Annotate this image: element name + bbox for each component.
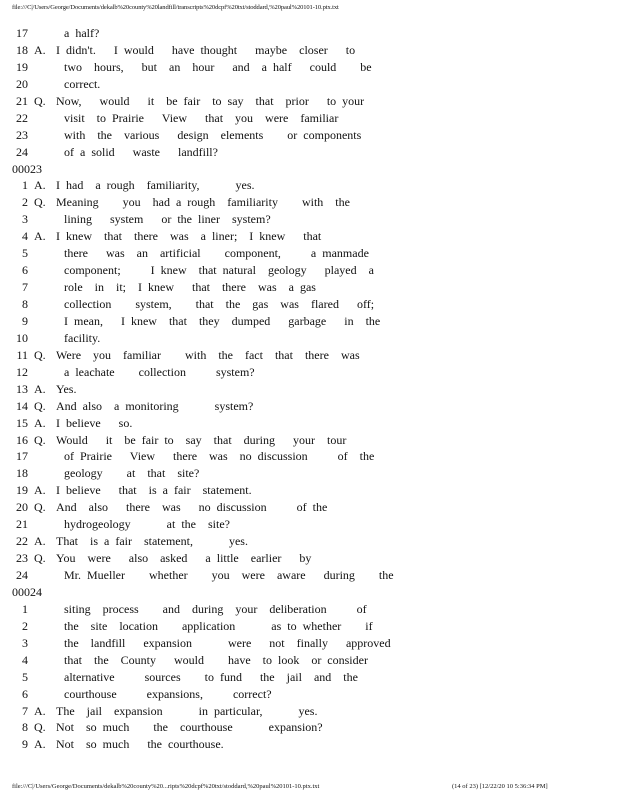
line-text: The jail expansion in particular, yes.	[56, 703, 318, 718]
line-text: the landfill expansion were not finally approved	[64, 635, 391, 650]
speaker-marker: A.	[34, 229, 46, 244]
line-text: I believe so.	[56, 415, 133, 430]
line-number: 4	[22, 229, 28, 244]
transcript-line	[12, 415, 612, 432]
line-number: 19	[16, 483, 28, 498]
line-number: 23	[16, 127, 28, 142]
line-text: I believe that is a fair statement.	[56, 483, 252, 498]
speaker-marker: Q.	[34, 720, 46, 735]
line-text: Not so much the courthouse.	[56, 737, 224, 752]
transcript-body	[12, 25, 612, 753]
line-number: 20	[16, 500, 28, 515]
line-number: 18	[16, 466, 28, 481]
line-text: Yes.	[56, 381, 77, 396]
line-text: I mean, I knew that they dumped garbage in the	[64, 313, 381, 328]
line-number: 17	[16, 449, 28, 464]
line-number: 14	[16, 398, 28, 413]
transcript-line	[12, 669, 612, 686]
transcript-line	[12, 736, 612, 753]
line-number: 22	[16, 534, 28, 549]
speaker-marker: A.	[34, 178, 46, 193]
line-number: 6	[22, 263, 28, 278]
line-number: 7	[22, 280, 28, 295]
line-text: collection system, that the gas was flared off;	[64, 297, 375, 311]
speaker-marker: Q.	[34, 500, 46, 515]
transcript-line	[12, 127, 612, 144]
line-text: a leachate collection system?	[64, 364, 255, 379]
transcript-line	[12, 194, 612, 211]
line-text: Would it be fair to say that during your tour	[56, 432, 347, 447]
transcript-line	[12, 465, 612, 482]
transcript-line	[12, 516, 612, 533]
line-number: 21	[16, 93, 28, 108]
page-number: 00024	[12, 584, 42, 599]
speaker-marker: A.	[34, 703, 46, 718]
line-text: of Prairie View there was no discussion of the	[64, 449, 375, 464]
speaker-marker: A.	[34, 42, 46, 57]
transcript-line	[12, 59, 612, 76]
footer-page-info: (14 of 23) [12/22/20 10 5:36:34 PM]	[452, 783, 548, 790]
line-number: 10	[16, 330, 28, 345]
transcript-line	[12, 567, 612, 584]
transcript-line	[12, 313, 612, 330]
transcript-line	[12, 432, 612, 449]
line-text: Meaning you had a rough familiarity with the	[56, 195, 350, 210]
speaker-marker: A.	[34, 534, 46, 549]
line-text: of a solid waste landfill?	[64, 144, 218, 159]
speaker-marker: Q.	[34, 551, 46, 566]
line-number: 3	[22, 635, 28, 650]
transcript-line	[12, 330, 612, 347]
line-number: 13	[16, 381, 28, 396]
line-text: And also there was no discussion of the	[56, 500, 328, 515]
line-text: siting process and during your deliberation of	[64, 601, 367, 616]
page-number-marker	[12, 161, 612, 178]
line-number: 17	[16, 26, 28, 40]
speaker-marker: Q.	[34, 432, 46, 447]
transcript-line	[12, 635, 612, 652]
transcript-line	[12, 482, 612, 499]
line-text: facility.	[64, 330, 101, 345]
line-text: courthouse expansions, correct?	[64, 686, 272, 701]
line-number: 21	[16, 517, 28, 532]
line-text: a half?	[64, 26, 100, 40]
line-number: 4	[22, 652, 28, 667]
transcript-line	[12, 228, 612, 245]
line-number: 8	[22, 297, 28, 311]
transcript-line	[12, 703, 612, 720]
transcript-line	[12, 279, 612, 296]
transcript-line	[12, 364, 612, 381]
line-text: lining system or the liner system?	[64, 212, 271, 227]
line-number: 5	[22, 246, 28, 261]
speaker-marker: A.	[34, 415, 46, 430]
line-text: And also a monitoring system?	[56, 398, 254, 413]
line-number: 6	[22, 686, 28, 701]
line-text: geology at that site?	[64, 466, 200, 481]
transcript-line	[12, 618, 612, 635]
transcript-line	[12, 110, 612, 127]
transcript-line	[12, 719, 612, 736]
transcript-line	[12, 533, 612, 550]
transcript-line	[12, 347, 612, 364]
transcript-line	[12, 686, 612, 703]
line-number: 15	[16, 415, 28, 430]
transcript-line	[12, 652, 612, 669]
speaker-marker: Q.	[34, 93, 46, 108]
line-number: 11	[16, 347, 28, 362]
transcript-line	[12, 381, 612, 398]
transcript-line	[12, 499, 612, 516]
line-number: 24	[16, 144, 28, 159]
page-number: 00023	[12, 161, 42, 176]
page-number-marker	[12, 584, 612, 601]
line-number: 1	[22, 601, 28, 616]
line-text: I had a rough familiarity, yes.	[56, 178, 255, 193]
transcript-line	[12, 448, 612, 465]
line-number: 12	[16, 364, 28, 379]
speaker-marker: Q.	[34, 398, 46, 413]
line-text: two hours, but an hour and a half could be	[64, 59, 372, 74]
transcript-line	[12, 177, 612, 194]
transcript-line	[12, 245, 612, 262]
transcript-line	[12, 25, 612, 42]
line-number: 22	[16, 110, 28, 125]
line-text: alternative sources to fund the jail and the	[64, 669, 358, 684]
line-number: 5	[22, 669, 28, 684]
speaker-marker: A.	[34, 381, 46, 396]
line-text: correct.	[64, 76, 101, 91]
line-text: Mr. Mueller whether you were aware during the	[64, 568, 394, 582]
line-text: Were you familiar with the fact that there was	[56, 347, 360, 362]
line-text: there was an artificial component, a manmade	[64, 246, 369, 261]
line-number: 23	[16, 551, 28, 566]
transcript-line	[12, 398, 612, 415]
line-text: that the County would have to look or consider	[64, 652, 368, 667]
line-number: 19	[16, 59, 28, 74]
transcript-line	[12, 211, 612, 228]
file-path-header: file:///C|/Users/George/Documents/dekalb%20county%20landfill/transcripts%20dcpf%20txt/stoddard,%20paul%20101-10.ptx.txt	[12, 4, 339, 11]
line-number: 18	[16, 42, 28, 57]
speaker-marker: Q.	[34, 347, 46, 362]
line-number: 9	[22, 737, 28, 752]
transcript-line	[12, 93, 612, 110]
transcript-line	[12, 42, 612, 59]
line-text: with the various design elements or components	[64, 127, 362, 142]
line-text: role in it; I knew that there was a gas	[64, 280, 316, 295]
line-text: I knew that there was a liner; I knew that	[56, 229, 322, 244]
speaker-marker: Q.	[34, 195, 46, 210]
line-text: Now, would it be fair to say that prior to your	[56, 93, 365, 108]
transcript-line	[12, 550, 612, 567]
transcript-line	[12, 296, 612, 313]
speaker-marker: A.	[34, 737, 46, 752]
line-text: hydrogeology at the site?	[64, 517, 230, 532]
footer-file-path: file:///C|/Users/George/Documents/dekalb%20county%20...ripts%20dcpf%20txt/stoddard,%20paul%20101-10.ptx.txt	[12, 783, 320, 790]
transcript-line	[12, 144, 612, 161]
line-text: Not so much the courthouse expansion?	[56, 720, 323, 735]
line-number: 3	[22, 212, 28, 227]
line-number: 9	[22, 313, 28, 328]
transcript-line	[12, 76, 612, 93]
line-text: visit to Prairie View that you were familiar	[64, 110, 339, 125]
line-text: the site location application as to whether if	[64, 618, 373, 633]
line-text: component; I knew that natural geology played a	[64, 263, 374, 278]
line-number: 7	[22, 703, 28, 718]
transcript-line	[12, 262, 612, 279]
line-number: 24	[16, 568, 28, 582]
line-text: I didn't. I would have thought maybe closer to	[56, 42, 356, 57]
transcript-line	[12, 601, 612, 618]
line-number: 2	[22, 618, 28, 633]
speaker-marker: A.	[34, 483, 46, 498]
line-number: 8	[22, 720, 28, 735]
line-number: 16	[16, 432, 28, 447]
line-number: 20	[16, 76, 28, 91]
line-number: 1	[22, 178, 28, 193]
line-text: You were also asked a little earlier by	[56, 551, 312, 566]
line-text: That is a fair statement, yes.	[56, 534, 248, 549]
line-number: 2	[22, 195, 28, 210]
